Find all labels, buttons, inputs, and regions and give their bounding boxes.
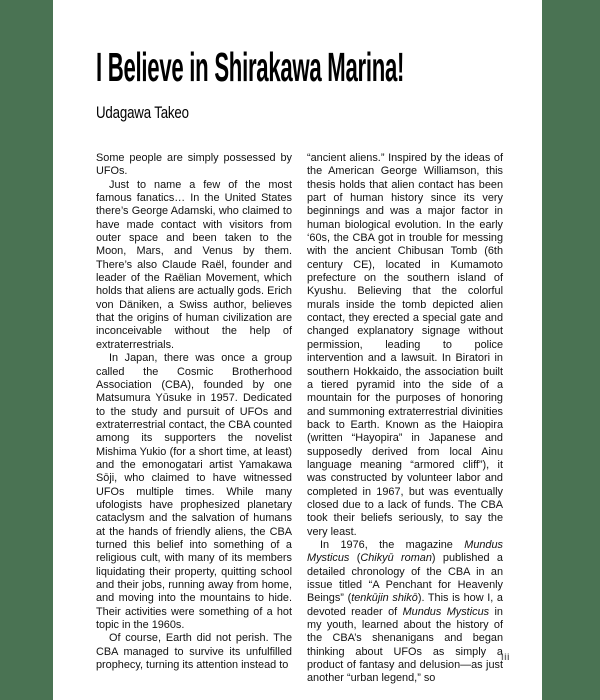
article-body	[96, 152, 503, 686]
italic-text: Chikyū roman	[360, 552, 432, 565]
paragraph	[96, 179, 292, 352]
paragraph	[96, 632, 292, 672]
body-text: Just to name a few of the most famous fanatics… In the United States there’s George Adamski, who claimed to have made contact with visitors from outer space and been taken to the Moon, Mars, and Venus by them. There’s also Claude Raël, founder and leader of the Raëlian Movement, which holds that aliens are actually gods. Erich von Däniken, a Swiss author, believes that the origins of human civilization are inconceivable without the help of extraterrestrials.	[96, 178, 292, 351]
body-text: in my youth, learned about the history of the CBA’s shenanigans and began thinking about UFOs as simply a product of fantasy and delusion—as just another “urban legend,” so	[307, 605, 503, 685]
body-text: “ancient aliens.” Inspired by the ideas of the American George Williamson, this thesis holds that alien contact has been part of human history since its very beginnings and was a major factor in human biological evolution. In the early ‘60s, the CBA got in trouble for messing with the ancient Chibusan Tomb (6th century CE), located in Kumamoto prefecture on the southern island of Kyushu. Believing that the colorful murals inside the tomb depicted alien contact, they erected a special gate and changed explanatory signage without permission, leading to police intervention and a lawsuit. In Biratori in southern Hokkaido, the association built a tiered pyramid into the side of a mountain for the purposes of honoring and summoning extraterrestrial divinities back to Earth. Known as the Haiopira (written “Hayopira” in Japanese and supposedly derived from local Ainu language meaning “armored cliff”), it was constructed by volunteer labor and completed in 1967, but was eventually closed due to a lack of funds. The CBA took their beliefs seriously, to say the very least.	[307, 152, 503, 538]
page-number: iii	[501, 652, 510, 663]
paragraph	[307, 539, 503, 686]
italic-text: Mundus Mysticus	[307, 538, 503, 565]
body-text: (	[349, 552, 361, 565]
left-column	[96, 152, 292, 686]
body-text: In 1976, the magazine	[320, 538, 465, 551]
body-text: ). This is how I, a devoted reader of	[307, 592, 503, 618]
document-page	[53, 0, 542, 700]
right-column	[307, 152, 503, 686]
author-byline: Udagawa Takeo	[96, 103, 189, 122]
italic-text: Mundus Mysticus	[402, 605, 490, 618]
paragraph	[96, 352, 292, 632]
paragraph	[96, 152, 292, 179]
italic-text: tenkūjin shikō	[351, 592, 418, 605]
body-text: Some people are simply possessed by UFOs.	[96, 152, 292, 178]
body-text: In Japan, there was once a group called the Cosmic Brotherhood Association (CBA), founded by one Matsumura Yūsuke in 1957. Dedicated to the study and pursuit of UFOs and extraterrestrial contact, the CBA counted among its supporters the novelist Mishima Yukio (for a short time, at least) and the emonogatari artist Yamakawa Sōji, who claimed to have witnessed UFOs multiple times. While many ufologists have prophesized planetary cataclysm and the salvation of humans at the hands of friendly aliens, the CBA turned this belief into something of a religious cult, with many of its members liquidating their property, quitting school and their jobs, running away from home, and moving into the mountains to hide. Their activities were something of a hot topic in the 1960s.	[96, 352, 292, 632]
page-title: I Believe in Shirakawa Marina!	[96, 44, 405, 90]
body-text: ) published a detailed chronology of the CBA in an issue titled “A Penchant for Heavenly Beings” (	[307, 552, 503, 605]
body-text: Of course, Earth did not perish. The CBA managed to survive its unfulfilled prophecy, turning its attention instead to	[96, 632, 292, 672]
paragraph	[307, 152, 503, 539]
